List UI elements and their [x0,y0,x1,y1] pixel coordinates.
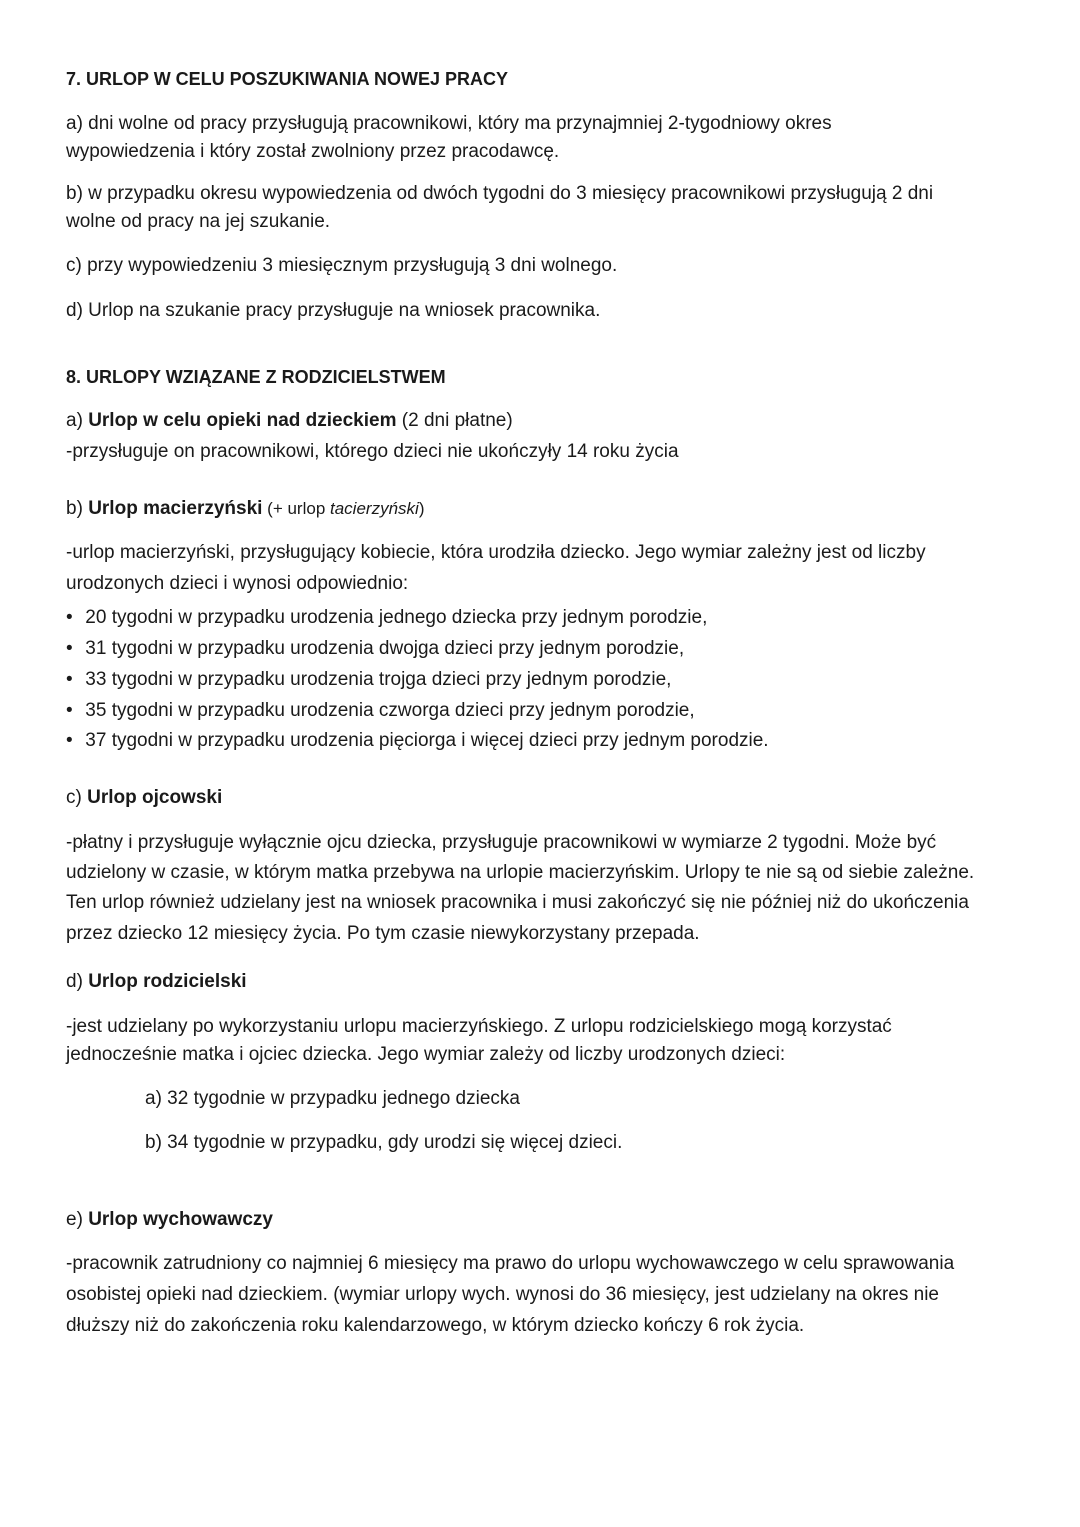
s7-c-line: c) przy wypowiedzeniu 3 miesięcznym przysługują 3 dni wolnego. [66,255,618,276]
s7-b-line-1: b) w przypadku okresu wypowiedzenia od dwóch tygodni do 3 miesięcy pracownikowi przysługują 2 dni [66,183,934,204]
s8-b-para-line-1: -urlop macierzyński, przysługujący kobiecie, która urodziła dziecko. Jego wymiar zależny jest od liczby [66,542,926,563]
bullet-item: • 20 tygodni w przypadku urodzenia jednego dziecka przy jednym porodzie, [66,607,708,628]
s8-e-title: Urlop wychowawczy [88,1209,273,1230]
s8-c-line-1: -płatny i przysługuje wyłącznie ojcu dziecka, przysługuje pracownikowi w wymiarze 2 tygodni. Może być [66,832,937,853]
bullet-item: • 31 tygodni w przypadku urodzenia dwojga dzieci przy jednym porodzie, [66,638,685,659]
s8-a-line: -przysługuje on pracownikowi, którego dzieci nie ukończyły 14 roku życia [66,441,679,462]
s8-e-line-1: -pracownik zatrudniony co najmniej 6 miesięcy ma prawo do urlopu wychowawczego w celu sprawowania [66,1253,955,1274]
s8-e-line-3: dłuższy niż do zakończenia roku kalendarzowego, w którym dziecko kończy 6 rok życia. [66,1315,805,1336]
s8-d-line-2: jednocześnie matka i ojciec dziecka. Jego wymiar zależy od liczby urodzonych dzieci: [66,1044,786,1065]
s7-d-line: d) Urlop na szukanie pracy przysługuje na wniosek pracownika. [66,300,601,321]
bullet-item: • 33 tygodni w przypadku urodzenia trojga dzieci przy jednym porodzie, [66,669,672,690]
s7-a-line-1: a) dni wolne od pracy przysługują pracownikowi, który ma przynajmniej 2-tygodniowy okres [66,113,832,134]
s8-e-line-2: osobistej opieki nad dzieckiem. (wymiar urlopy wych. wynosi do 36 miesięcy, jest udzielany na okres nie [66,1284,939,1305]
s8-b-title: Urlop macierzyński [88,498,263,519]
s8-d-sub-a: a) 32 tygodnie w przypadku jednego dziecka [145,1088,520,1109]
s8-e-title-line: e) Urlop wychowawczy [66,1209,273,1230]
s8-c-line-2: udzielony w czasie, w którym matka przebywa na urlopie macierzyńskim. Urlopy te nie są od siebie zależne. [66,862,975,883]
section-8-heading: 8. URLOPY WZIĄZANE Z RODZICIELSTWEM [66,367,446,387]
s8-b-title-line: b) Urlop macierzyński (+ urlop tacierzyński) [66,498,425,519]
s8-c-title-line: c) Urlop ojcowski [66,787,223,808]
bullet-item: • 37 tygodni w przypadku urodzenia pięciorga i więcej dzieci przy jednym porodzie. [66,730,769,751]
s8-c-title: Urlop ojcowski [87,787,223,808]
s8-a-title-line: a) Urlop w celu opieki nad dzieckiem (2 dni płatne) [66,410,513,431]
s7-a-line-2: wypowiedzenia i który został zwolniony przez pracodawcę. [66,141,560,162]
s8-d-title: Urlop rodzicielski [88,971,247,992]
s8-c-line-4: przez dziecko 12 miesięcy życia. Po tym czasie niewykorzystany przepada. [66,923,700,944]
bullet-item: • 35 tygodni w przypadku urodzenia czworga dzieci przy jednym porodzie, [66,700,695,721]
s7-b-line-2: wolne od pracy na jej szukanie. [66,211,331,232]
s8-a-title: Urlop w celu opieki nad dzieckiem [88,410,397,431]
s8-b-para-line-2: urodzonych dzieci i wynosi odpowiednio: [66,573,409,594]
s8-d-line-1: -jest udzielany po wykorzystaniu urlopu macierzyńskiego. Z urlopu rodzicielskiego mogą korzystać [66,1016,892,1037]
s8-d-sub-b: b) 34 tygodnie w przypadku, gdy urodzi się więcej dzieci. [145,1132,623,1153]
s8-c-line-3: Ten urlop również udzielany jest na wniosek pracownika i musi zakończyć się nie później niż do ukończenia [66,892,969,913]
s8-d-title-line: d) Urlop rodzicielski [66,971,247,992]
section-7-heading: 7. URLOP W CELU POSZUKIWANIA NOWEJ PRACY [66,69,509,89]
